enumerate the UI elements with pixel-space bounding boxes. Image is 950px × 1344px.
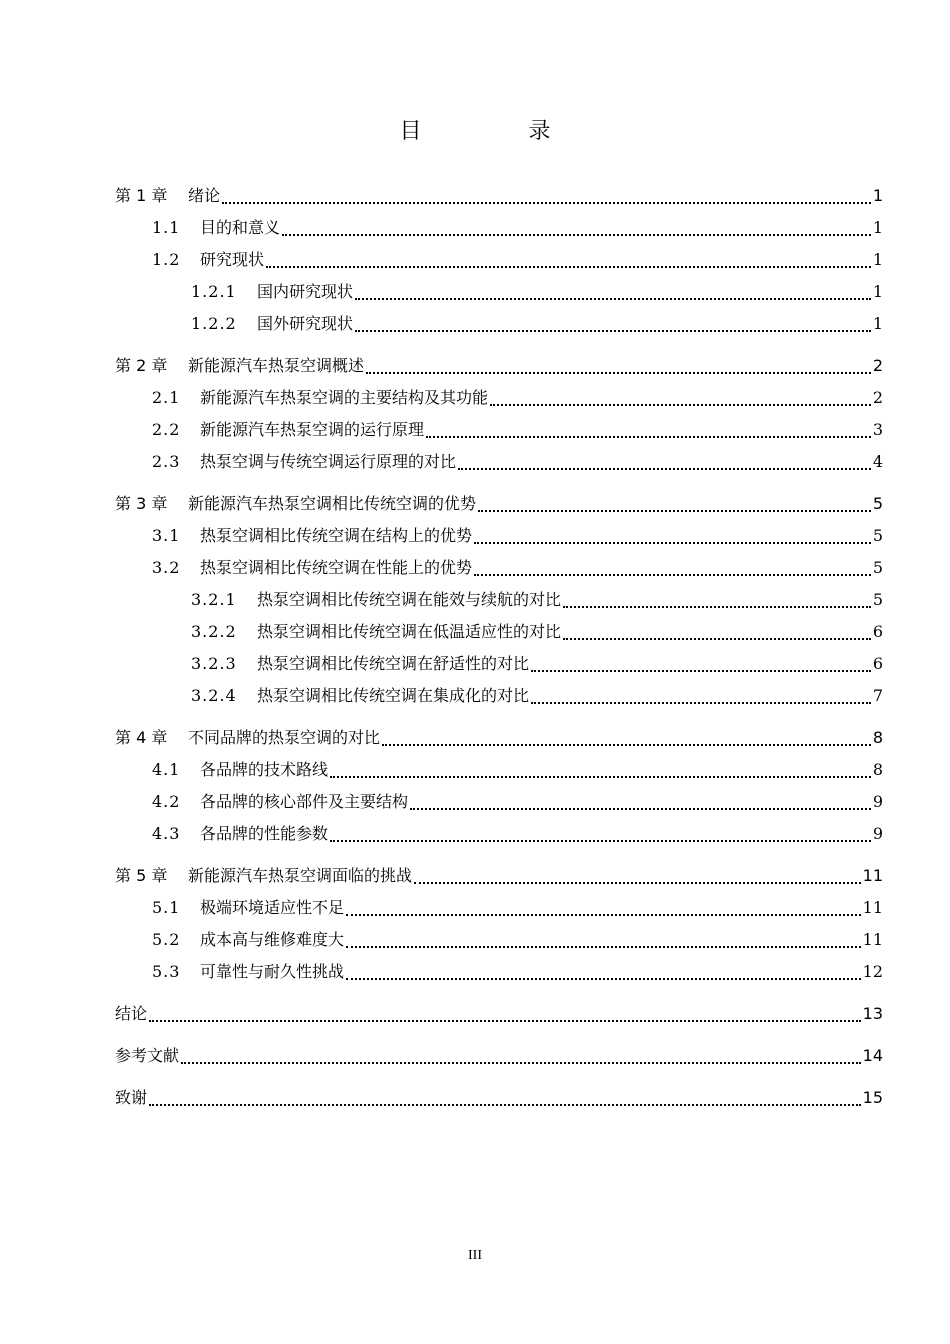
dot-leader	[563, 637, 871, 640]
dot-leader	[330, 839, 871, 842]
toc-entry-number: 3.1	[152, 526, 181, 545]
toc-entry[interactable]	[115, 860, 883, 888]
toc-entry-number: 5.3	[152, 962, 181, 981]
toc-entry-label: 新能源汽车热泵空调概述	[188, 356, 365, 375]
toc-entry-label: 可靠性与耐久性挑战	[200, 962, 345, 981]
toc-entry[interactable]	[115, 446, 883, 474]
toc-entry-label: 热泵空调相比传统空调在舒适性的对比	[257, 654, 530, 673]
toc-entry-number: 3.2.3	[191, 654, 237, 673]
toc-entry-page: 7	[872, 686, 883, 705]
dot-leader	[474, 573, 871, 576]
toc-entry[interactable]	[115, 488, 883, 516]
dot-leader	[222, 201, 871, 204]
toc-entry-number: 4.2	[152, 792, 181, 811]
dot-leader	[410, 807, 871, 810]
toc-entry[interactable]	[115, 998, 883, 1026]
toc-entry-label: 结论	[115, 1004, 148, 1023]
toc-entry[interactable]	[115, 350, 883, 378]
toc-entry[interactable]	[115, 892, 883, 920]
dot-leader	[474, 541, 871, 544]
toc-entry-label: 新能源汽车热泵空调相比传统空调的优势	[188, 494, 477, 513]
dot-leader	[355, 297, 871, 300]
toc-entry-number: 第 1 章	[115, 186, 168, 205]
toc-entry-label: 热泵空调相比传统空调在集成化的对比	[257, 686, 530, 705]
toc-entry-number: 第 5 章	[115, 866, 168, 885]
toc-entry-number: 3.2.2	[191, 622, 237, 641]
toc-entry[interactable]	[115, 722, 883, 750]
toc-entry[interactable]	[115, 924, 883, 952]
toc-entry-page: 12	[862, 962, 883, 981]
toc-entry[interactable]	[115, 414, 883, 442]
toc-entry-page: 1	[872, 186, 883, 205]
toc-entry-number: 4.3	[152, 824, 181, 843]
toc-entry-number: 第 4 章	[115, 728, 168, 747]
toc-entry-label: 参考文献	[115, 1046, 180, 1065]
toc-entry-label: 致谢	[115, 1088, 148, 1107]
dot-leader	[355, 329, 871, 332]
toc-entry-label: 各品牌的技术路线	[200, 760, 329, 779]
toc-entry[interactable]	[115, 648, 883, 676]
toc-entry-label: 各品牌的性能参数	[200, 824, 329, 843]
toc-entry-page: 5	[872, 526, 883, 545]
toc-entry-page: 13	[862, 1004, 883, 1023]
toc-entry-number: 5.1	[152, 898, 181, 917]
dot-leader	[563, 605, 871, 608]
toc-entry-page: 2	[872, 388, 883, 407]
toc-entry-page: 1	[872, 250, 883, 269]
toc-entry[interactable]	[115, 818, 883, 846]
toc-entry-page: 2	[872, 356, 883, 375]
toc-entry-label: 热泵空调相比传统空调在低温适应性的对比	[257, 622, 562, 641]
toc-entry-label: 国内研究现状	[257, 282, 354, 301]
toc-entry-number: 2.1	[152, 388, 181, 407]
toc-entry-label: 极端环境适应性不足	[200, 898, 345, 917]
toc-entry-page: 6	[872, 654, 883, 673]
toc-entry-label: 热泵空调与传统空调运行原理的对比	[200, 452, 457, 471]
toc-entry-page: 9	[872, 792, 883, 811]
toc-entry[interactable]	[115, 754, 883, 782]
toc-entry[interactable]	[115, 680, 883, 708]
toc-entry-label: 热泵空调相比传统空调在性能上的优势	[200, 558, 473, 577]
toc-entry-number: 3.2.4	[191, 686, 237, 705]
toc-entry[interactable]	[115, 1082, 883, 1110]
dot-leader	[414, 881, 861, 884]
toc-entry[interactable]	[115, 552, 883, 580]
toc-entry-number: 3.2	[152, 558, 181, 577]
toc-entry-page: 1	[872, 314, 883, 333]
dot-leader	[531, 701, 871, 704]
toc-entry[interactable]	[115, 520, 883, 548]
toc-entry-label: 研究现状	[200, 250, 265, 269]
dot-leader	[478, 509, 871, 512]
dot-leader	[382, 743, 871, 746]
toc-entry-label: 热泵空调相比传统空调在结构上的优势	[200, 526, 473, 545]
dot-leader	[181, 1061, 861, 1064]
toc-entry-page: 8	[872, 728, 883, 747]
dot-leader	[346, 913, 861, 916]
toc-entry[interactable]	[115, 956, 883, 984]
dot-leader	[366, 371, 871, 374]
page-number-footer: III	[468, 1248, 482, 1263]
toc-entry-number: 3.2.1	[191, 590, 237, 609]
toc-entry-label: 新能源汽车热泵空调的运行原理	[200, 420, 425, 439]
dot-leader	[346, 977, 861, 980]
toc-entry[interactable]	[115, 584, 883, 612]
dot-leader	[282, 233, 871, 236]
toc-entry-page: 11	[862, 930, 883, 949]
toc-entry-page: 5	[872, 558, 883, 577]
toc-entry-page: 8	[872, 760, 883, 779]
toc-entry-page: 11	[862, 898, 883, 917]
dot-leader	[149, 1019, 861, 1022]
toc-entry-page: 1	[872, 282, 883, 301]
toc-entry-page: 14	[862, 1046, 883, 1065]
toc-entry-number: 第 2 章	[115, 356, 168, 375]
toc-entry-page: 5	[872, 590, 883, 609]
toc-entry-page: 5	[872, 494, 883, 513]
toc-entry-label: 各品牌的核心部件及主要结构	[200, 792, 409, 811]
toc-entry-label: 目的和意义	[200, 218, 281, 237]
toc-entry-label: 不同品牌的热泵空调的对比	[188, 728, 381, 747]
toc-title: 目 录	[399, 119, 601, 144]
dot-leader	[490, 403, 871, 406]
toc-entry-number: 4.1	[152, 760, 181, 779]
toc-entry-number: 1.2.2	[191, 314, 237, 333]
toc-entry-page: 15	[862, 1088, 883, 1107]
toc-entry[interactable]	[115, 308, 883, 336]
toc-entry-number: 2.3	[152, 452, 181, 471]
toc-entry-page: 9	[872, 824, 883, 843]
toc-entry-page: 1	[872, 218, 883, 237]
toc-entry-label: 新能源汽车热泵空调面临的挑战	[188, 866, 413, 885]
toc-entry-page: 6	[872, 622, 883, 641]
toc-entry-number: 1.1	[152, 218, 181, 237]
toc-entry-page: 11	[862, 866, 883, 885]
toc-entry-number: 1.2	[152, 250, 181, 269]
toc-entry[interactable]	[115, 786, 883, 814]
toc-entry-number: 1.2.1	[191, 282, 237, 301]
toc-entry-label: 绪论	[188, 186, 221, 205]
toc-entry-page: 4	[872, 452, 883, 471]
toc-entry[interactable]	[115, 382, 883, 410]
dot-leader	[330, 775, 871, 778]
dot-leader	[458, 467, 871, 470]
toc-entry-number: 第 3 章	[115, 494, 168, 513]
toc-entry-number: 2.2	[152, 420, 181, 439]
toc-entry[interactable]	[115, 616, 883, 644]
toc-entry-page: 3	[872, 420, 883, 439]
dot-leader	[531, 669, 871, 672]
toc-entry-label: 国外研究现状	[257, 314, 354, 333]
dot-leader	[346, 945, 861, 948]
toc-entry[interactable]	[115, 276, 883, 304]
toc-entry[interactable]	[115, 180, 883, 208]
toc-entry[interactable]	[115, 244, 883, 272]
toc-entry-number: 5.2	[152, 930, 181, 949]
dot-leader	[149, 1103, 861, 1106]
toc-entry[interactable]	[115, 1040, 883, 1068]
toc-entry-label: 成本高与维修难度大	[200, 930, 345, 949]
dot-leader	[426, 435, 871, 438]
toc-entry-label: 新能源汽车热泵空调的主要结构及其功能	[200, 388, 489, 407]
dot-leader	[266, 265, 871, 268]
toc-entry-label: 热泵空调相比传统空调在能效与续航的对比	[257, 590, 562, 609]
toc-entry[interactable]	[115, 212, 883, 240]
